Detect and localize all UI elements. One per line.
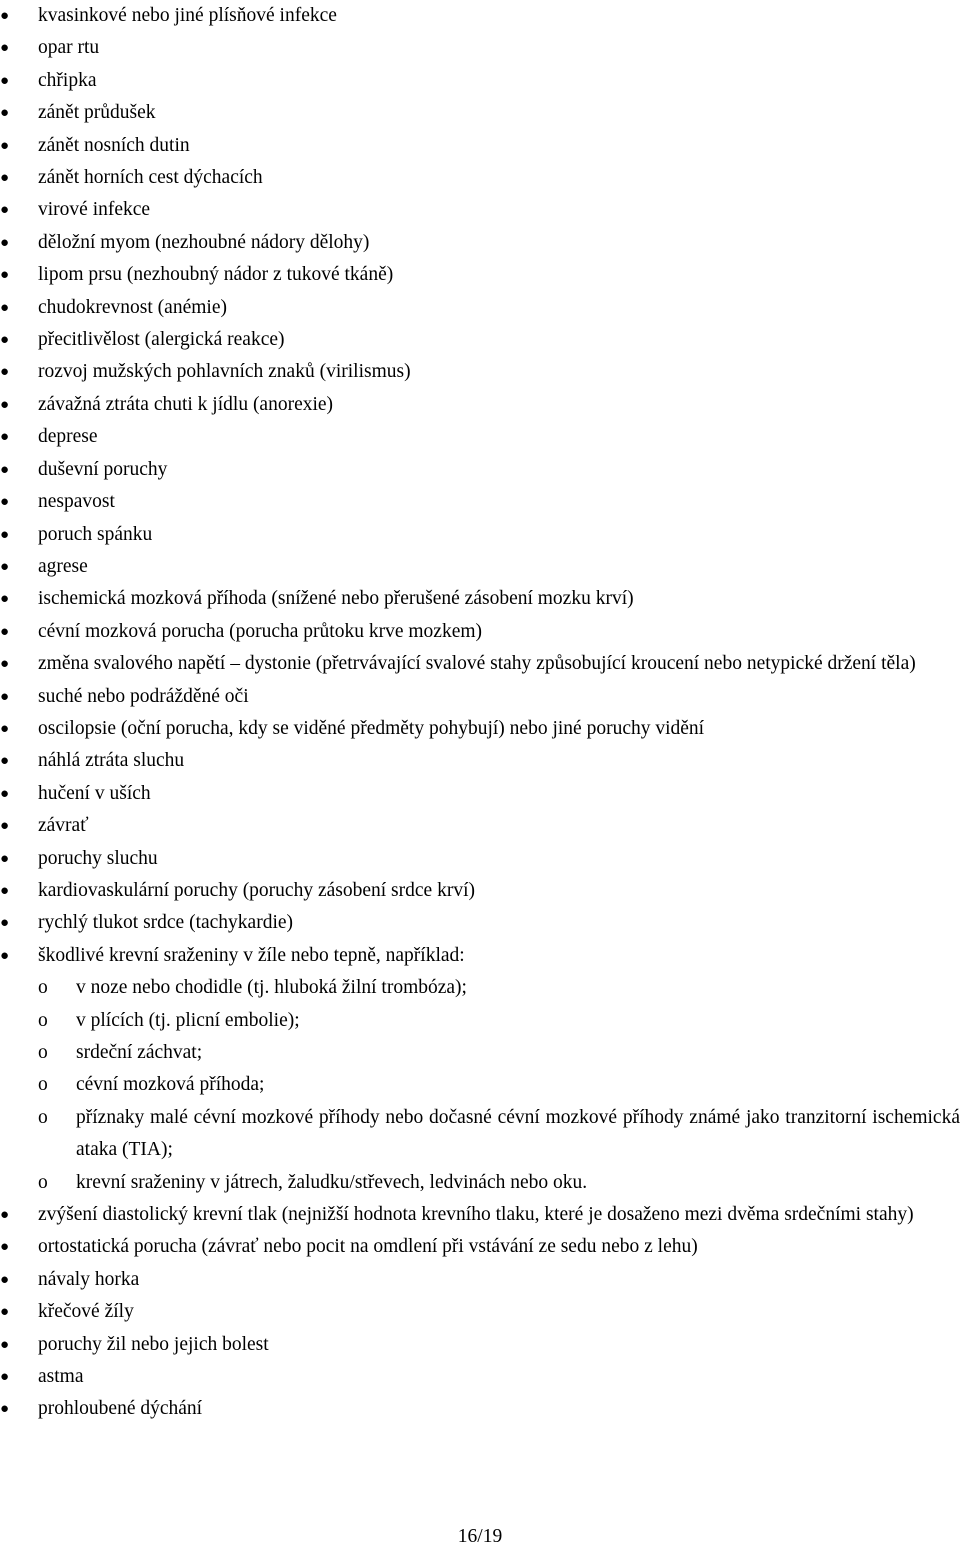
list-item-text: křečové žíly (38, 1301, 134, 1323)
bullet-icon: ● (0, 558, 10, 575)
list-item (0, 616, 960, 648)
bullet-icon: ● (0, 429, 10, 446)
bullet-icon: ● (0, 1207, 10, 1224)
list-item (0, 745, 960, 777)
list-item-text: oscilopsie (oční porucha, kdy se viděné předměty pohybují) nebo jiné poruchy vidění (38, 717, 705, 739)
bullet-icon: ● (0, 526, 10, 543)
list-item-text: zánět nosních dutin (38, 134, 190, 156)
bullet-icon: ● (0, 299, 10, 316)
list-item (0, 97, 960, 129)
list-item-text: rozvoj mužských pohlavních znaků (virilismus) (38, 361, 411, 383)
list-item (0, 810, 960, 842)
bullet-icon: ● (0, 396, 10, 413)
list-item (0, 259, 960, 291)
bullet-icon: ● (0, 170, 10, 187)
list-item-text: závažná ztráta chuti k jídlu (anorexie) (38, 393, 334, 415)
bullet-icon: ● (0, 1401, 10, 1418)
list-item-text: zánět horních cest dýchacích (38, 167, 263, 189)
sub-list-item (0, 972, 960, 1004)
list-item-text: virové infekce (38, 199, 151, 221)
list-item (0, 421, 960, 453)
bullet-icon: ● (0, 1304, 10, 1321)
bullet-icon: ● (0, 137, 10, 154)
list-item-text: náhlá ztráta sluchu (38, 750, 185, 772)
bullet-icon: ● (0, 720, 10, 737)
list-item (0, 681, 960, 713)
list-item-text: rychlý tlukot srdce (tachykardie) (38, 912, 294, 934)
list-item-text: přecitlivělost (alergická reakce) (38, 329, 285, 351)
bullet-icon: ● (0, 234, 10, 251)
bullet-icon: ● (0, 818, 10, 835)
list-item-text: kvasinkové nebo jiné plísňové infekce (38, 5, 337, 26)
list-item (0, 162, 960, 194)
bullet-icon: ● (0, 1336, 10, 1353)
list-item-text: návaly horka (38, 1268, 140, 1290)
list-item (0, 1296, 960, 1328)
bullet-icon: ● (0, 1239, 10, 1256)
list-item-text: krevní sraženiny v játrech, žaludku/střevech, ledvinách nebo oku. (76, 1171, 588, 1193)
list-item-text: poruch spánku (38, 523, 153, 545)
bullet-icon: ● (0, 591, 10, 608)
list-item (0, 648, 960, 680)
list-item-text: zvýšení diastolický krevní tlak (nejnižší hodnota krevního tlaku, které je dosaženo mezi dvěma srdečními stahy) (38, 1204, 914, 1226)
list-item (0, 1361, 960, 1393)
bullet-icon: ● (0, 40, 10, 57)
list-item-text: ischemická mozková příhoda (snížené nebo přerušené zásobení mozku krví) (38, 588, 634, 610)
list-item (0, 843, 960, 875)
list-item-text: cévní mozková porucha (porucha průtoku krve mozkem) (38, 620, 483, 642)
list-item-text: nespavost (38, 491, 115, 513)
list-item (0, 551, 960, 583)
sub-list-item (0, 1102, 960, 1167)
list-item (0, 778, 960, 810)
list-item-text: chřipka (38, 69, 97, 91)
page-number: 16/19 (457, 1526, 503, 1547)
bullet-icon: ● (0, 364, 10, 381)
list-item-text: duševní poruchy (38, 458, 168, 480)
list-item-text: závrať (38, 815, 89, 837)
list-item (0, 389, 960, 421)
list-item (0, 0, 960, 32)
bullet-icon: ● (0, 850, 10, 867)
list-item (0, 292, 960, 324)
sub-list-item (0, 1167, 960, 1199)
bullet-icon: ● (0, 753, 10, 770)
list-item (0, 130, 960, 162)
sub-list-item (0, 1005, 960, 1037)
list-item (0, 1329, 960, 1361)
list-item (0, 486, 960, 518)
list-item-text: zánět průdušek (38, 102, 156, 124)
bullet-icon: ● (0, 947, 10, 964)
list-item-text: opar rtu (38, 37, 100, 59)
list-item (0, 227, 960, 259)
bullet-icon: ● (0, 202, 10, 219)
bullet-icon: ● (0, 1271, 10, 1288)
bullet-icon: ● (0, 72, 10, 89)
list-item (0, 713, 960, 745)
list-item-text: chudokrevnost (anémie) (38, 296, 227, 318)
list-item (0, 324, 960, 356)
list-item (0, 1231, 960, 1263)
sub-bullet-icon: o (38, 1009, 48, 1031)
list-item-text: poruchy žil nebo jejich bolest (38, 1333, 269, 1355)
list-item-text: poruchy sluchu (38, 847, 158, 869)
list-item-text: změna svalového napětí – dystonie (přetrvávající svalové stahy způsobující kroucení nebo netypické držení těla) (38, 653, 916, 675)
list-item (0, 1264, 960, 1296)
bullet-icon: ● (0, 785, 10, 802)
bullet-icon: ● (0, 461, 10, 478)
list-item (0, 1199, 960, 1231)
sub-bullet-icon: o (38, 1171, 48, 1193)
list-item (0, 583, 960, 615)
bullet-icon: ● (0, 1369, 10, 1386)
bullet-icon: ● (0, 688, 10, 705)
list-item (0, 32, 960, 64)
list-item-text: škodlivé krevní sraženiny v žíle nebo tepně, například: (38, 944, 465, 966)
list-item (0, 907, 960, 939)
list-item (0, 454, 960, 486)
sub-list-item (0, 1037, 960, 1069)
list-item (0, 194, 960, 226)
list-item (0, 875, 960, 907)
list-item-text: agrese (38, 555, 88, 577)
list-item (0, 519, 960, 551)
bullet-icon: ● (0, 494, 10, 511)
bullet-icon: ● (0, 915, 10, 932)
sub-bullet-icon: o (38, 977, 48, 999)
list-item (0, 65, 960, 97)
list-item-text: v noze nebo chodidle (tj. hluboká žilní trombóza); (76, 977, 467, 999)
list-item-text: ortostatická porucha (závrať nebo pocit na omdlení při vstávání ze sedu nebo z lehu) (38, 1236, 698, 1258)
list-item (0, 940, 960, 972)
bullet-icon: ● (0, 105, 10, 122)
list-item-text: kardiovaskulární poruchy (poruchy zásobení srdce krví) (38, 879, 475, 901)
bullet-icon: ● (0, 623, 10, 640)
sub-bullet-icon: o (38, 1074, 48, 1096)
list-item-text: astma (38, 1366, 84, 1388)
bullet-icon: ● (0, 267, 10, 284)
list-item-text: prohloubené dýchání (38, 1398, 203, 1420)
list-item-text: hučení v uších (38, 782, 151, 804)
list-item-text: cévní mozková příhoda; (76, 1074, 265, 1096)
list-item (0, 1393, 960, 1425)
list-item-text: srdeční záchvat; (76, 1042, 203, 1063)
sub-bullet-icon: o (38, 1106, 48, 1128)
list-item-text: suché nebo podrážděné oči (38, 685, 249, 707)
sub-list-item (0, 1069, 960, 1101)
bullet-icon: ● (0, 332, 10, 349)
list-item-text: děložní myom (nezhoubné nádory dělohy) (38, 231, 370, 253)
bullet-icon: ● (0, 656, 10, 673)
bullet-icon: ● (0, 882, 10, 899)
list-item (0, 356, 960, 388)
list-item-text: v plících (tj. plicní embolie); (76, 1009, 300, 1031)
list-item-text: příznaky malé cévní mozkové příhody nebo dočasné cévní mozkové příhody známé jako tranzitorní ischemická ataka (TIA); (76, 1106, 960, 1161)
list-item-text: lipom prsu (nezhoubný nádor z tukové tkáně) (38, 264, 394, 286)
bullet-icon: ● (0, 8, 10, 24)
sub-bullet-icon: o (38, 1042, 48, 1063)
list-item-text: deprese (38, 426, 98, 448)
